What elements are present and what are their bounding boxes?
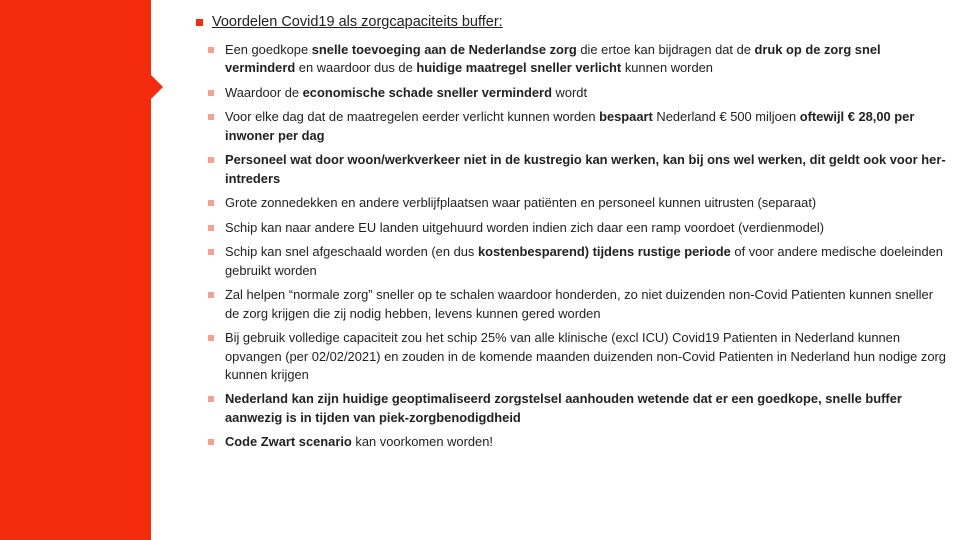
text-segment: die ertoe kan bijdragen dat de (576, 42, 755, 57)
bold-text-segment: kostenbesparend) tijdens rustige periode (477, 244, 731, 260)
bullet-text (225, 151, 946, 188)
bullet-text (225, 108, 946, 145)
square-bullet-icon (208, 249, 214, 255)
bullet-item (208, 108, 946, 145)
bullet-text (225, 219, 946, 237)
bullet-text (225, 194, 946, 212)
bullet-text (225, 329, 946, 384)
square-bullet-icon (208, 335, 214, 341)
bullet-item (208, 151, 946, 188)
text-segment: Schip kan naar andere EU landen uitgehuurd worden indien zich daar een ramp voordoet (verdienmodel) (225, 219, 825, 235)
bold-text-segment: snelle toevoeging aan de Nederlandse zorg (311, 42, 577, 57)
bold-text-segment: Code Zwart scenario (225, 434, 352, 450)
bullet-item (208, 286, 946, 323)
bullet-text (225, 286, 946, 323)
square-bullet-icon (208, 114, 214, 120)
text-segment: kan voorkomen worden! (351, 434, 493, 450)
bullet-item (208, 390, 946, 427)
text-segment: wordt (551, 84, 588, 100)
square-bullet-icon (208, 200, 214, 206)
bullet-item (208, 194, 946, 212)
slide-content (196, 14, 946, 458)
bold-text-segment: economische schade sneller verminderd (302, 84, 552, 100)
text-segment: Zal helpen “normale zorg” sneller op te schalen waardoor honderden, zo niet duizenden non-Covid Patienten kunnen sneller de zorg krijgen die zij nodig hebben, levens kunnen gered worden (225, 287, 933, 321)
sidebar-arrow-notch (151, 75, 163, 99)
red-sidebar-panel (0, 0, 151, 540)
text-segment: kunnen worden (621, 60, 713, 76)
bold-text-segment: oftewijl € 28,00 per inwoner per dag (225, 109, 915, 143)
text-segment: Bij gebruik volledige capaciteit zou het schip 25% van alle klinische (excl ICU) Covid19 Patienten in Nederland kunnen opvangen (per 02/02/2021) en zouden in de komende maanden duizenden non-Covid Patienten in Nederland hun nodige zorg kunnen krijgen (225, 330, 946, 382)
bullet-text (225, 41, 946, 78)
text-segment: Nederland € 500 miljoen (652, 109, 800, 125)
square-bullet-icon (208, 47, 214, 53)
text-segment: Voor elke dag dat de maatregelen eerder verlicht kunnen worden (225, 109, 600, 125)
slide-title-row (196, 14, 946, 30)
bold-text-segment: druk op de zorg snel verminderd (225, 42, 881, 76)
bullet-item (208, 219, 946, 237)
square-bullet-icon (208, 90, 214, 96)
text-segment: Een goedkope (225, 42, 312, 57)
text-segment: Schip kan snel afgeschaald worden (en dus (225, 244, 478, 260)
text-segment: en waardoor dus de (295, 60, 417, 76)
bullet-list (208, 41, 946, 452)
bullet-item (208, 243, 946, 280)
bullet-item (208, 84, 946, 102)
square-bullet-icon (208, 396, 214, 402)
bullet-text (225, 433, 946, 451)
square-bullet-icon (208, 292, 214, 298)
slide-title: Voordelen Covid19 als zorgcapaciteits buffer: (212, 14, 503, 30)
bullet-item (208, 433, 946, 451)
square-bullet-icon (196, 19, 203, 26)
bullet-item (208, 329, 946, 384)
bold-text-segment: huidige maatregel sneller verlicht (416, 60, 622, 76)
bold-text-segment: Nederland kan zijn huidige geoptimaliseerd zorgstelsel aanhouden wetende dat er een goedkope, snelle buffer aanwezig is in tijden van piek-zorgbenodigdheid (225, 391, 902, 425)
square-bullet-icon (208, 225, 214, 231)
text-segment: Grote zonnedekken en andere verblijfplaatsen waar patiënten en personeel kunnen uitrusten (separaat) (225, 195, 817, 211)
bold-text-segment: Personeel wat door woon/werkverkeer niet in de kustregio kan werken, kan bij ons wel werken, dit geldt ook voor her-intreders (225, 152, 946, 186)
square-bullet-icon (208, 439, 214, 445)
text-segment: of voor andere medische doeleinden gebruikt worden (225, 244, 943, 278)
bold-text-segment: bespaart (599, 109, 653, 125)
bullet-text (225, 243, 946, 280)
bullet-text (225, 390, 946, 427)
text-segment: Waardoor de (225, 84, 303, 100)
bullet-item (208, 41, 946, 78)
bullet-text (225, 84, 946, 102)
square-bullet-icon (208, 157, 214, 163)
